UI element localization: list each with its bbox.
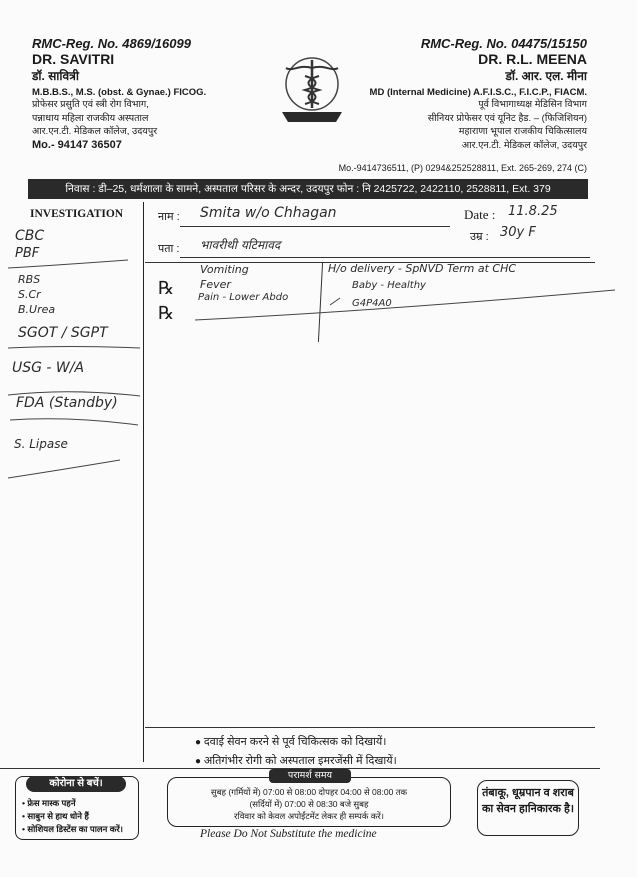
consultation-timing-box [167, 770, 451, 827]
rx-symbol-icon: ℞ [158, 278, 175, 299]
right-doctor-name: DR. R.L. MEENA [478, 51, 587, 67]
age-label: उम्र : [470, 231, 489, 243]
left-doctor-degrees: M.B.B.S., M.S. (obst. & Gynae.) FICOG. [32, 87, 207, 98]
investigation-item: CBC [15, 228, 45, 244]
left-reg-number: RMC-Reg. No. 4869/16099 [32, 36, 191, 51]
investigation-item: S.Cr [18, 288, 41, 301]
notes-top-rule [145, 727, 595, 728]
corona-item: • सोशियल डिस्टेंस का पालन करें। [22, 824, 123, 834]
date-value: 11.8.25 [508, 204, 558, 219]
left-doctor-name-hindi: डॉ. सावित्री [32, 69, 79, 83]
timing-line2: (सर्दियों में) 07:00 से 08:30 बजे सुबह [249, 799, 369, 809]
corona-item: • फ्रेस मास्क पहनें [22, 798, 76, 808]
investigation-item: USG - W/A [12, 360, 85, 376]
right-reg-number: RMC-Reg. No. 04475/15150 [420, 36, 587, 51]
right-doctor-phones: Mo.-9414736511, (P) 0294&252528811, Ext. 265-269, 274 (C) [338, 163, 587, 173]
investigation-item: RBS [18, 273, 41, 286]
left-doctor-mobile: Mo.- 94147 36507 [32, 138, 122, 151]
left-doctor-line1: प्रोफेसर प्रसुति एवं स्त्री रोग विभाग, [32, 99, 149, 110]
history-item: H/o delivery - SpNVD Term at CHC [328, 262, 517, 275]
investigation-item: SGOT / SGPT [18, 325, 108, 341]
investigation-item: S. Lipase [14, 437, 68, 451]
complaint-item: Fever [200, 278, 231, 291]
timing-line1: सुबह (गर्मियों में) 07:00 से 08:00 दोपहर 04:00 से 08:00 तक [210, 787, 408, 797]
rx-symbol-icon: ℞ [158, 303, 175, 324]
right-doctor-line3: महाराणा भूपाल राजकीय चिकित्सालय [458, 126, 587, 137]
name-label: नाम : [158, 211, 180, 223]
patient-address: भावरीथी यटिमावद [200, 238, 281, 252]
name-underline [180, 226, 450, 227]
note-item: ● अतिगंभीर रोगी को अस्पताल इमरजेंसी में दिखायें। [195, 752, 397, 771]
footer-note: Please Do Not Substitute the medicine [200, 828, 377, 840]
rx-strokes [190, 280, 620, 330]
complaint-item: Vomiting [200, 263, 249, 276]
history-item: G4P4A0 [352, 298, 392, 309]
address-bar: निवास : डी–25, धर्मशाला के सामने, अस्पताल परिसर के अन्दर, उदयपुर फोन : नि 2425722, 2422110, 2528811, Ext. 379 [28, 179, 588, 199]
right-doctor-header [277, 36, 587, 152]
investigation-title: INVESTIGATION [30, 208, 124, 220]
investigation-item: PBF [15, 246, 40, 261]
timing-line3: रविवार को केवल अपोईंटमेंट लेकर ही सम्पर्क करें। [234, 811, 384, 821]
left-doctor-line3: आर.एन.टी. मेडिकल कॉलेज, उदयपुर [32, 126, 158, 137]
address-label: पता : [158, 243, 180, 255]
timing-title: परामर्श समय [269, 769, 351, 783]
right-doctor-name-hindi: डॉ. आर. एल. मीना [505, 69, 587, 83]
left-doctor-line2: पन्नाधाय महिला राजकीय अस्पताल [32, 112, 149, 124]
note-item: ● दवाई सेवन करने से पूर्व चिकित्सक को दिखायें। [195, 733, 397, 752]
tobacco-warning-box: तंबाकू, धूम्रपान व शराब का सेवन हानिकारक है। [477, 780, 579, 836]
investigation-item: B.Urea [18, 303, 56, 316]
corona-box [15, 776, 139, 840]
right-doctor-line2: सीनियर प्रोफेसर एवं यूनिट हैड. – (फिजिशियन) [427, 112, 587, 124]
right-doctor-line1: पूर्व विभागाध्यक्ष मेडिसिन विभाग [478, 99, 587, 110]
left-doctor-name: DR. SAVITRI [32, 51, 115, 67]
investigation-strokes [0, 220, 145, 480]
left-doctor-header [32, 36, 262, 151]
patient-name: Smita w/o Chhagan [200, 205, 337, 221]
corona-item: • साबुन से हाथ धोने हैं [22, 811, 89, 821]
complaint-item: Pain - Lower Abdo [198, 292, 289, 303]
corona-title: कोरोना से बचें। [26, 776, 126, 792]
notes [195, 733, 397, 771]
age-value: 30y F [500, 225, 536, 240]
right-doctor-line4: आर.एन.टी. मेडिकल कॉलेज, उदयपुर [461, 139, 587, 151]
address-underline [180, 257, 590, 258]
investigation-item: FDA (Standby) [16, 395, 118, 411]
history-item: Baby - Healthy [352, 280, 426, 291]
right-doctor-degrees: MD (Internal Medicine) A.F.I.S.C., F.I.C.P., FIACM. [369, 87, 587, 98]
date-label: Date : [464, 207, 496, 222]
